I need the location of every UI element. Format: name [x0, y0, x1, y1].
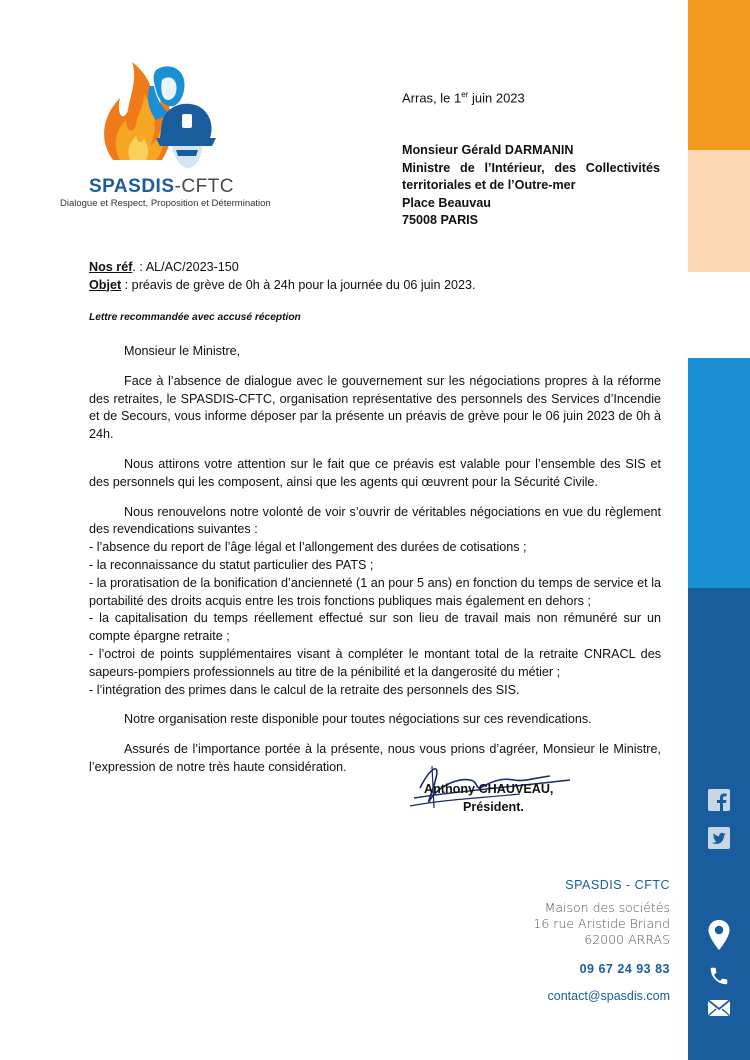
- paragraph-5: Assurés de l’importance portée à la présente, nous vous prions d’agréer, Monsieur le Ministre, l’expression de notre très haute considération.: [89, 742, 661, 774]
- demand-item: - la proratisation de la bonification d’ancienneté (1 an pour 5 ans) en fonction du temps de service et la portabilité des droits acquis entre les trois fonctions publiques mais également en dehors ;: [89, 575, 661, 608]
- phone-icon: [705, 962, 733, 990]
- brand-name: SPASDIS-CFTC: [89, 176, 234, 197]
- mail-icon: [705, 994, 733, 1022]
- signatory-name: Anthony CHAUVEAU,: [424, 782, 554, 796]
- footer-phone[interactable]: 09 67 24 93 83: [579, 962, 670, 976]
- side-strip-light-orange: [688, 150, 750, 272]
- recipient-address: [402, 142, 660, 230]
- reference-line: Nos réf. : AL/AC/2023-150: [89, 260, 239, 274]
- letter-body: [89, 343, 661, 789]
- footer-address-line: Maison des sociétés: [544, 900, 670, 915]
- demand-item: - l’absence du report de l’âge légal et l’allongement des durées de cotisations ;: [89, 540, 527, 555]
- paragraph-1: Face à l’absence de dialogue avec le gouvernement sur les négociations propres à la réforme des retraites, le SPASDIS-CFTC, organisation représentative des personnels des Services d’Incendie et de Secours, vous informe déposer par la présente un préavis de grève pour le 06 juin 2023 de 0h à 24h.: [89, 373, 661, 442]
- footer-address-line: 62000 ARRAS: [584, 932, 670, 947]
- recipient-title-line2: territoriales et de l’Outre-mer: [402, 178, 576, 192]
- footer-email[interactable]: contact@spasdis.com: [547, 989, 670, 1003]
- location-pin-icon: [705, 918, 733, 952]
- demand-item: - l’octroi de points supplémentaires visant à compléter le montant total de la retraite CNRACL des sapeurs-pompiers professionnels au titre de la pénibilité et la dangerosité du métier ;: [89, 646, 661, 679]
- footer-address-line: 16 rue Aristide Briand: [533, 916, 670, 931]
- side-strip-white: [688, 272, 750, 358]
- reference-block: [89, 259, 475, 294]
- recipient-street: Place Beauvau: [402, 195, 491, 210]
- demand-item: - la capitalisation du temps réellement effectué sur son lieu de travail mais non rémunéré sur un compte épargne retraite ;: [89, 611, 661, 644]
- facebook-icon[interactable]: [705, 786, 733, 814]
- footer-contact: [533, 878, 670, 1003]
- demand-item: - l’intégration des primes dans le calcul de la retraite des personnels des SIS.: [89, 682, 520, 697]
- paragraph-4: Notre organisation reste disponible pour toutes négociations sur ces revendications.: [124, 712, 592, 727]
- signatory-role: Président.: [463, 800, 524, 814]
- registered-mail-note: Lettre recommandée avec accusé réception: [89, 312, 301, 323]
- letter-date: Arras, le 1er juin 2023: [402, 90, 525, 106]
- side-strip-orange: [688, 0, 750, 150]
- twitter-icon[interactable]: [705, 824, 733, 852]
- brand-tagline: Dialogue et Respect, Proposition et Détermination: [60, 198, 271, 209]
- recipient-title-line1: Ministre de l’Intérieur, des Collectivités: [402, 160, 660, 175]
- footer-org: SPASDIS - CFTC: [565, 878, 670, 892]
- side-strip-cyan: [688, 358, 750, 588]
- demand-item: - la reconnaissance du statut particulier des PATS ;: [89, 557, 374, 572]
- object-line: Objet : préavis de grève de 0h à 24h pour la journée du 06 juin 2023.: [89, 277, 476, 292]
- recipient-city: 75008 PARIS: [402, 213, 479, 227]
- salutation: Monsieur le Ministre,: [124, 344, 241, 358]
- paragraph-3: Nous renouvelons notre volonté de voir s’ouvrir de véritables négociations en vue du règlement des revendications suivantes :: [89, 504, 661, 537]
- paragraph-2: Nous attirons votre attention sur le fait que ce préavis est valable pour l’ensemble des SIS et des personnels qui les composent, ainsi que les agents qui œuvrent pour la Sécurité Civile.: [89, 456, 661, 489]
- recipient-name: Monsieur Gérald DARMANIN: [402, 143, 574, 157]
